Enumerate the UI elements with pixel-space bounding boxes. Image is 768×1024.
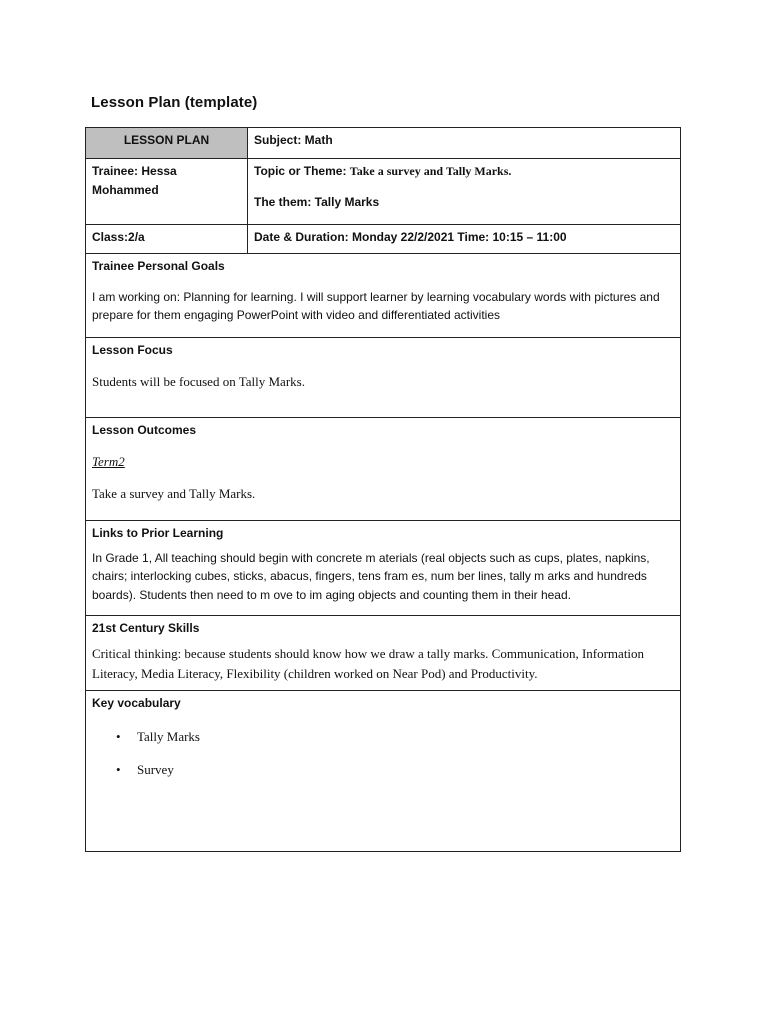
lesson-focus-section [86, 338, 681, 418]
vocabulary-item: Tally Marks [137, 728, 200, 744]
subject-cell: Subject: Math [248, 128, 681, 159]
section-heading: Lesson Focus [92, 343, 173, 357]
lesson-outcomes-section [86, 418, 681, 521]
table-row [86, 159, 681, 225]
table-row [86, 616, 681, 691]
lesson-plan-table [85, 127, 681, 852]
theme-line: The them: Tally Marks [254, 194, 380, 209]
date-duration-cell: Date & Duration: Monday 22/2/2021 Time: 10:15 – 11:00 [248, 225, 681, 254]
table-row [86, 521, 681, 616]
table-row [86, 418, 681, 521]
lesson-plan-label: LESSON PLAN [86, 128, 248, 159]
trainee-cell: Trainee: Hessa Mohammed [86, 159, 248, 225]
key-vocabulary-section [86, 691, 681, 852]
personal-goals-section [86, 254, 681, 338]
century-skills-section [86, 616, 681, 691]
section-heading: Trainee Personal Goals [92, 259, 225, 273]
bullet-icon: • [116, 728, 121, 744]
personal-goals-text: I am working on: Planning for learning. I will support learner by learning vocabulary words with pictures and prepare for them engaging PowerPoint with video and differentiated activities [92, 289, 660, 323]
vocabulary-list [92, 727, 674, 780]
topic-value: Take a survey and Tally Marks. [349, 164, 512, 178]
class-cell: Class:2/a [86, 225, 248, 254]
table-row [86, 128, 681, 159]
lesson-outcomes-text: Take a survey and Tally Marks. [92, 485, 256, 501]
list-item [116, 727, 674, 747]
table-row [86, 225, 681, 254]
document-title: Lesson Plan (template) [91, 94, 258, 111]
table-row [86, 691, 681, 852]
topic-cell [248, 159, 681, 225]
section-heading: Key vocabulary [92, 696, 181, 710]
section-heading: 21st Century Skills [92, 621, 200, 635]
lesson-focus-text: Students will be focused on Tally Marks. [92, 373, 305, 389]
term-link[interactable]: Term2 [92, 453, 125, 469]
topic-label: Topic or Theme: [254, 164, 347, 178]
section-heading: Links to Prior Learning [92, 526, 224, 540]
vocabulary-item: Survey [137, 761, 174, 777]
bullet-icon: • [116, 761, 121, 777]
table-row [86, 338, 681, 418]
prior-learning-section [86, 521, 681, 616]
table-row [86, 254, 681, 338]
section-heading: Lesson Outcomes [92, 423, 197, 437]
century-skills-text: Critical thinking: because students should know how we draw a tally marks. Communication, Information Literacy, Media Literacy, Flexibility (children worked on Near Pod) and Productivity. [92, 645, 645, 681]
prior-learning-text: In Grade 1, All teaching should begin with concrete m aterials (real objects such as cups, plates, napkins, chairs; interlocking cubes, sticks, abacus, fingers, tens fram es, num ber lines, tally m arks and hundreds boards). Students then need to m ove to im aging objects and counting them in their head. [92, 550, 650, 602]
list-item [116, 760, 674, 780]
